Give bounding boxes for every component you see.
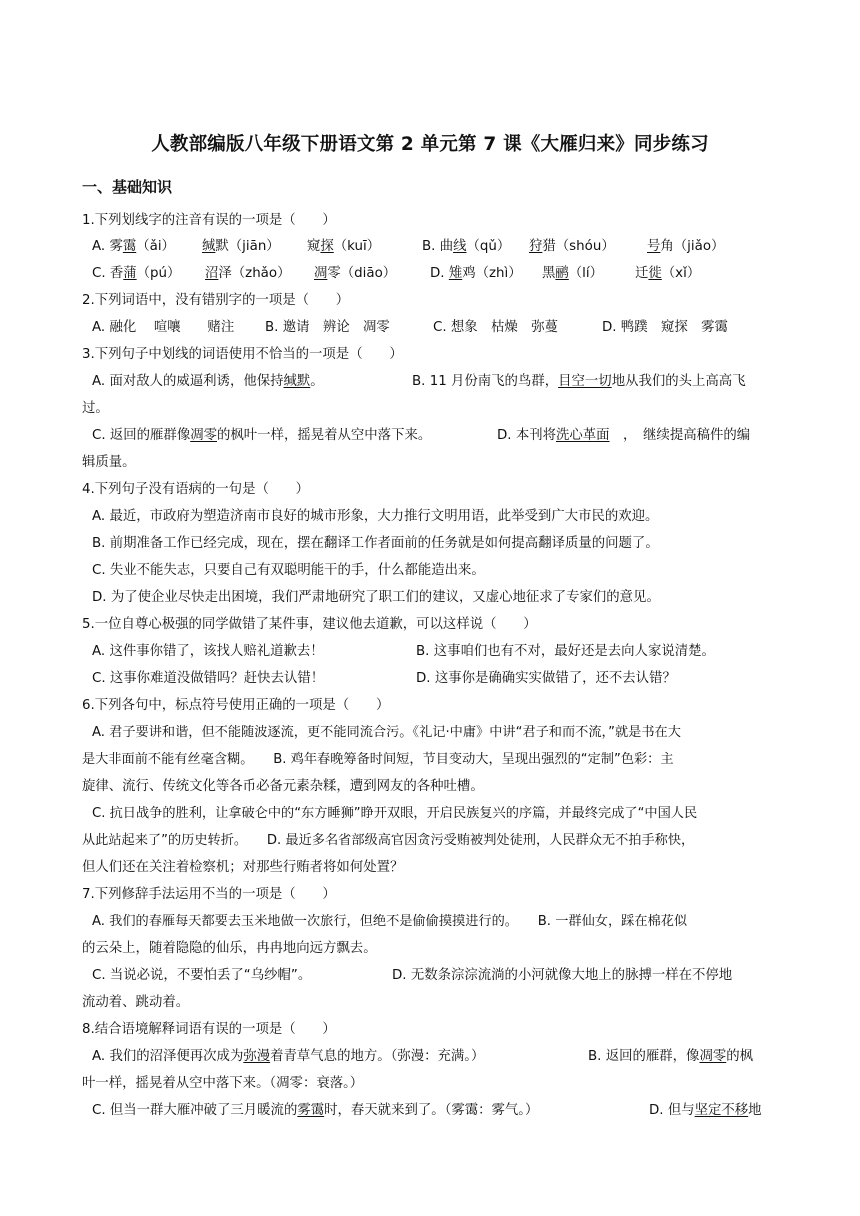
q7-option-d-cont: 流动着、跳动着。 (82, 995, 190, 1010)
q6-line-6: 但人们还在关注着检察机；对那些行贿者将如何处置？ (82, 860, 404, 875)
q8-option-c: C. 但当一群大雁冲破了三月暖流的雾霭时，春天就来到了。（雾霭：雾气。） (92, 1103, 539, 1118)
q1-option-a-word2: 缄默（jiān） (202, 239, 280, 254)
q6-line-5: 从此站起来了”的历史转折。 D. 最近多名省部级高官因贪污受贿被判处徒刑，人民群众无不拍手称快， (82, 833, 695, 848)
q3-option-b-cont: 过。 (82, 401, 109, 416)
q5-option-c: C. 这事你难道没做错吗？赶快去认错！ (92, 671, 325, 686)
section-heading: 一、基础知识 (82, 178, 173, 196)
q3-option-d-cont: 辑质量。 (82, 455, 136, 470)
question-6-stem: 6.下列各句中，标点符号使用正确的一项是（ ） (82, 698, 390, 713)
q1-option-a-word3: 窥探（kuī） (307, 239, 381, 254)
q4-option-d: D. 为了使企业尽快走出困境，我们严肃地研究了职工们的建议，又虚心地征求了专家们的意见。 (92, 590, 660, 605)
question-2-stem: 2.下列词语中，没有错别字的一项是（ ） (82, 293, 350, 308)
q6-line-2: 是大非面前不能有丝毫含糊。 B. 鸡年春晚筹备时间短，节目变动大，呈现出强烈的“定制”色彩：主 (82, 752, 674, 767)
q5-option-d: D. 这事你是确确实实做错了，还不去认错？ (416, 671, 676, 686)
question-1-stem: 1.下列划线字的注音有误的一项是（ ） (82, 213, 336, 228)
q4-option-b: B. 前期准备工作已经完成，现在，摆在翻译工作者面前的任务就是如何提高翻译质量的问题了。 (92, 536, 659, 551)
q1-option-c-word2: 沼泽（zhǎo） (205, 266, 291, 281)
question-8-stem: 8.结合语境解释词语有误的一项是（ ） (82, 1022, 336, 1037)
q2-option-b: B. 邀请 辨论 凋零 (265, 320, 390, 335)
q2-option-d: D. 鸭蹼 窥探 雾霭 (602, 320, 728, 335)
q1-option-b-word2: 狩猎（shóu） (529, 239, 615, 254)
q8-option-b-cont: 叶一样，摇晃着从空中落下来。（凋零：衰落。） (82, 1076, 364, 1091)
q1-option-c: C. 香蒲（pú） (92, 266, 181, 281)
q7-option-c: C. 当说必说，不要怕丢了“乌纱帽”。 (92, 968, 312, 983)
q8-option-b: B. 返回的雁群，像凋零的枫 (588, 1049, 753, 1064)
q5-option-b: B. 这事咱们也有不对，最好还是去向人家说清楚。 (416, 644, 715, 659)
q4-option-c: C. 失业不能失志，只要自己有双聪明能干的手，什么都能造出来。 (92, 563, 485, 578)
q8-option-a: A. 我们的沼泽便再次成为弥漫着青草气息的地方。（弥漫：充满。） (92, 1049, 485, 1064)
q1-option-d-word3: 迁徙（xǐ） (635, 266, 701, 281)
q7-line-2: 的云朵上，随着隐隐的仙乐，冉冉地向远方飘去。 (82, 941, 377, 956)
q6-line-3: 旋律、流行、传统文化等各币必备元素杂糅，遭到网友的各种吐槽。 (82, 779, 484, 794)
question-3-stem: 3.下列句子中划线的词语使用不恰当的一项是（ ） (82, 347, 403, 362)
q6-line-4: C. 抗日战争的胜利，让拿破仑中的“东方睡狮”睁开双眼，开启民族复兴的序篇，并最终完成了“中国人民 (92, 806, 698, 821)
question-5-stem: 5.一位自尊心极强的同学做错了某件事，建议他去道歉，可以这样说（ ） (82, 617, 537, 632)
q1-option-b-word3: 号角（jiǎo） (647, 239, 725, 254)
q7-line-1: A. 我们的春雁每天都要去玉米地做一次旅行，但绝不是偷偷摸摸进行的。 B. 一群仙女，踩在棉花似 (92, 914, 688, 929)
q8-option-d: D. 但与坚定不移地 (649, 1103, 762, 1118)
q1-option-d: D. 雉鸡（zhì） (430, 266, 522, 281)
q7-option-d: D. 无数条淙淙流淌的小河就像大地上的脉搏一样在不停地 (392, 968, 733, 983)
q1-option-a: A. 雾霭（ǎi） (92, 239, 175, 254)
q3-option-c: C. 返回的雁群像凋零的枫叶一样，摇晃着从空中落下来。 (92, 428, 432, 443)
q1-option-d-word2: 黑鹂（lí） (542, 266, 604, 281)
q6-line-1: A. 君子要讲和谐，但不能随波逐流，更不能同流合污。《礼记·中庸》中讲“君子和而不流，”就是书在大 (92, 725, 681, 740)
q2-option-a: A. 融化 喧嚷 赌注 (92, 320, 235, 335)
q1-option-c-word3: 凋零（diāo） (314, 266, 397, 281)
q3-option-a: A. 面对敌人的威逼利诱，他保持缄默。 (92, 374, 324, 389)
question-7-stem: 7.下列修辞手法运用不当的一项是（ ） (82, 887, 336, 902)
page-title: 人教部编版八年级下册语文第 2 单元第 7 课《大雁归来》同步练习 (151, 134, 709, 155)
q3-option-b: B. 11 月份南飞的鸟群，目空一切地从我们的头上高高飞 (412, 374, 746, 389)
q4-option-a: A. 最近，市政府为塑造济南市良好的城市形象，大力推行文明用语，此举受到广大市民的欢迎。 (92, 509, 659, 524)
question-4-stem: 4.下列句子没有语病的一句是（ ） (82, 482, 310, 497)
q1-option-b: B. 曲线（qǔ） (422, 239, 511, 254)
q3-option-d: D. 本刊将洗心革面 ， 继续提高稿件的编 (497, 428, 751, 443)
q2-option-c: C. 想象 枯燥 弥蔓 (433, 320, 558, 335)
q5-option-a: A. 这件事你错了，该找人赔礼道歉去！ (92, 644, 324, 659)
